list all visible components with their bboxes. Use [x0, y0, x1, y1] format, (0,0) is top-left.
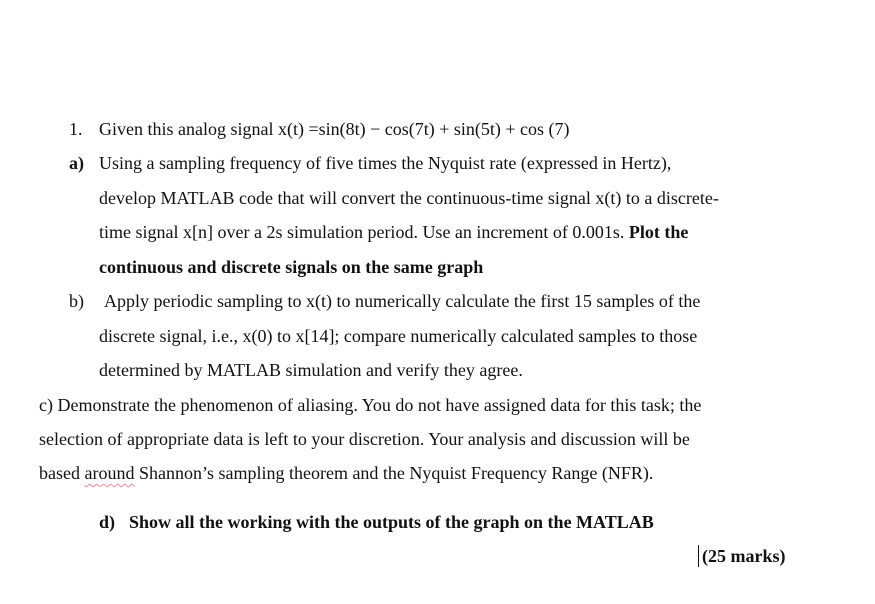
part-a-line-2: develop MATLAB code that will convert the continuous-time signal x(t) to a discrete- [99, 188, 719, 208]
part-b-line-2: discrete signal, i.e., x(0) to x[14]; compare numerically calculated samples to those [99, 326, 698, 346]
part-a-label: a) [69, 153, 84, 173]
marks-label: (25 marks) [702, 546, 786, 566]
part-b-label: b) [69, 291, 84, 311]
part-b-line-3: determined by MATLAB simulation and verify they agree. [99, 360, 523, 380]
spellcheck-flagged-word[interactable]: around [84, 463, 135, 483]
part-c-line-3-pre: based [39, 463, 85, 483]
part-c-line-1: c) Demonstrate the phenomenon of aliasing. You do not have assigned data for this task; the [39, 395, 702, 415]
part-a-line-3-bold: Plot the [628, 222, 689, 242]
part-a-line-3 [99, 221, 688, 243]
question-number: 1. [69, 119, 83, 139]
part-c-line-2: selection of appropriate data is left to your discretion. Your analysis and discussion will be [39, 429, 690, 449]
part-b-line-1: Apply periodic sampling to x(t) to numerically calculate the first 15 samples of the [104, 291, 701, 311]
text-cursor [698, 545, 699, 567]
part-a-line-3-text: time signal x[n] over a 2s simulation period. Use an increment of 0.001s. [99, 222, 629, 242]
part-c-line-3-post: Shannon’s sampling theorem and the Nyquist Frequency Range (NFR). [134, 463, 654, 483]
part-c-line-3 [39, 462, 653, 484]
part-d-label: d) [99, 512, 116, 532]
part-a-line-4: continuous and discrete signals on the same graph [99, 257, 484, 277]
part-d-text: Show all the working with the outputs of the graph on the MATLAB [129, 512, 654, 532]
question-statement: Given this analog signal x(t) =sin(8t) − cos(7t) + sin(5t) + cos (7) [99, 119, 570, 139]
part-a-line-1: Using a sampling frequency of five times the Nyquist rate (expressed in Hertz), [99, 153, 672, 173]
